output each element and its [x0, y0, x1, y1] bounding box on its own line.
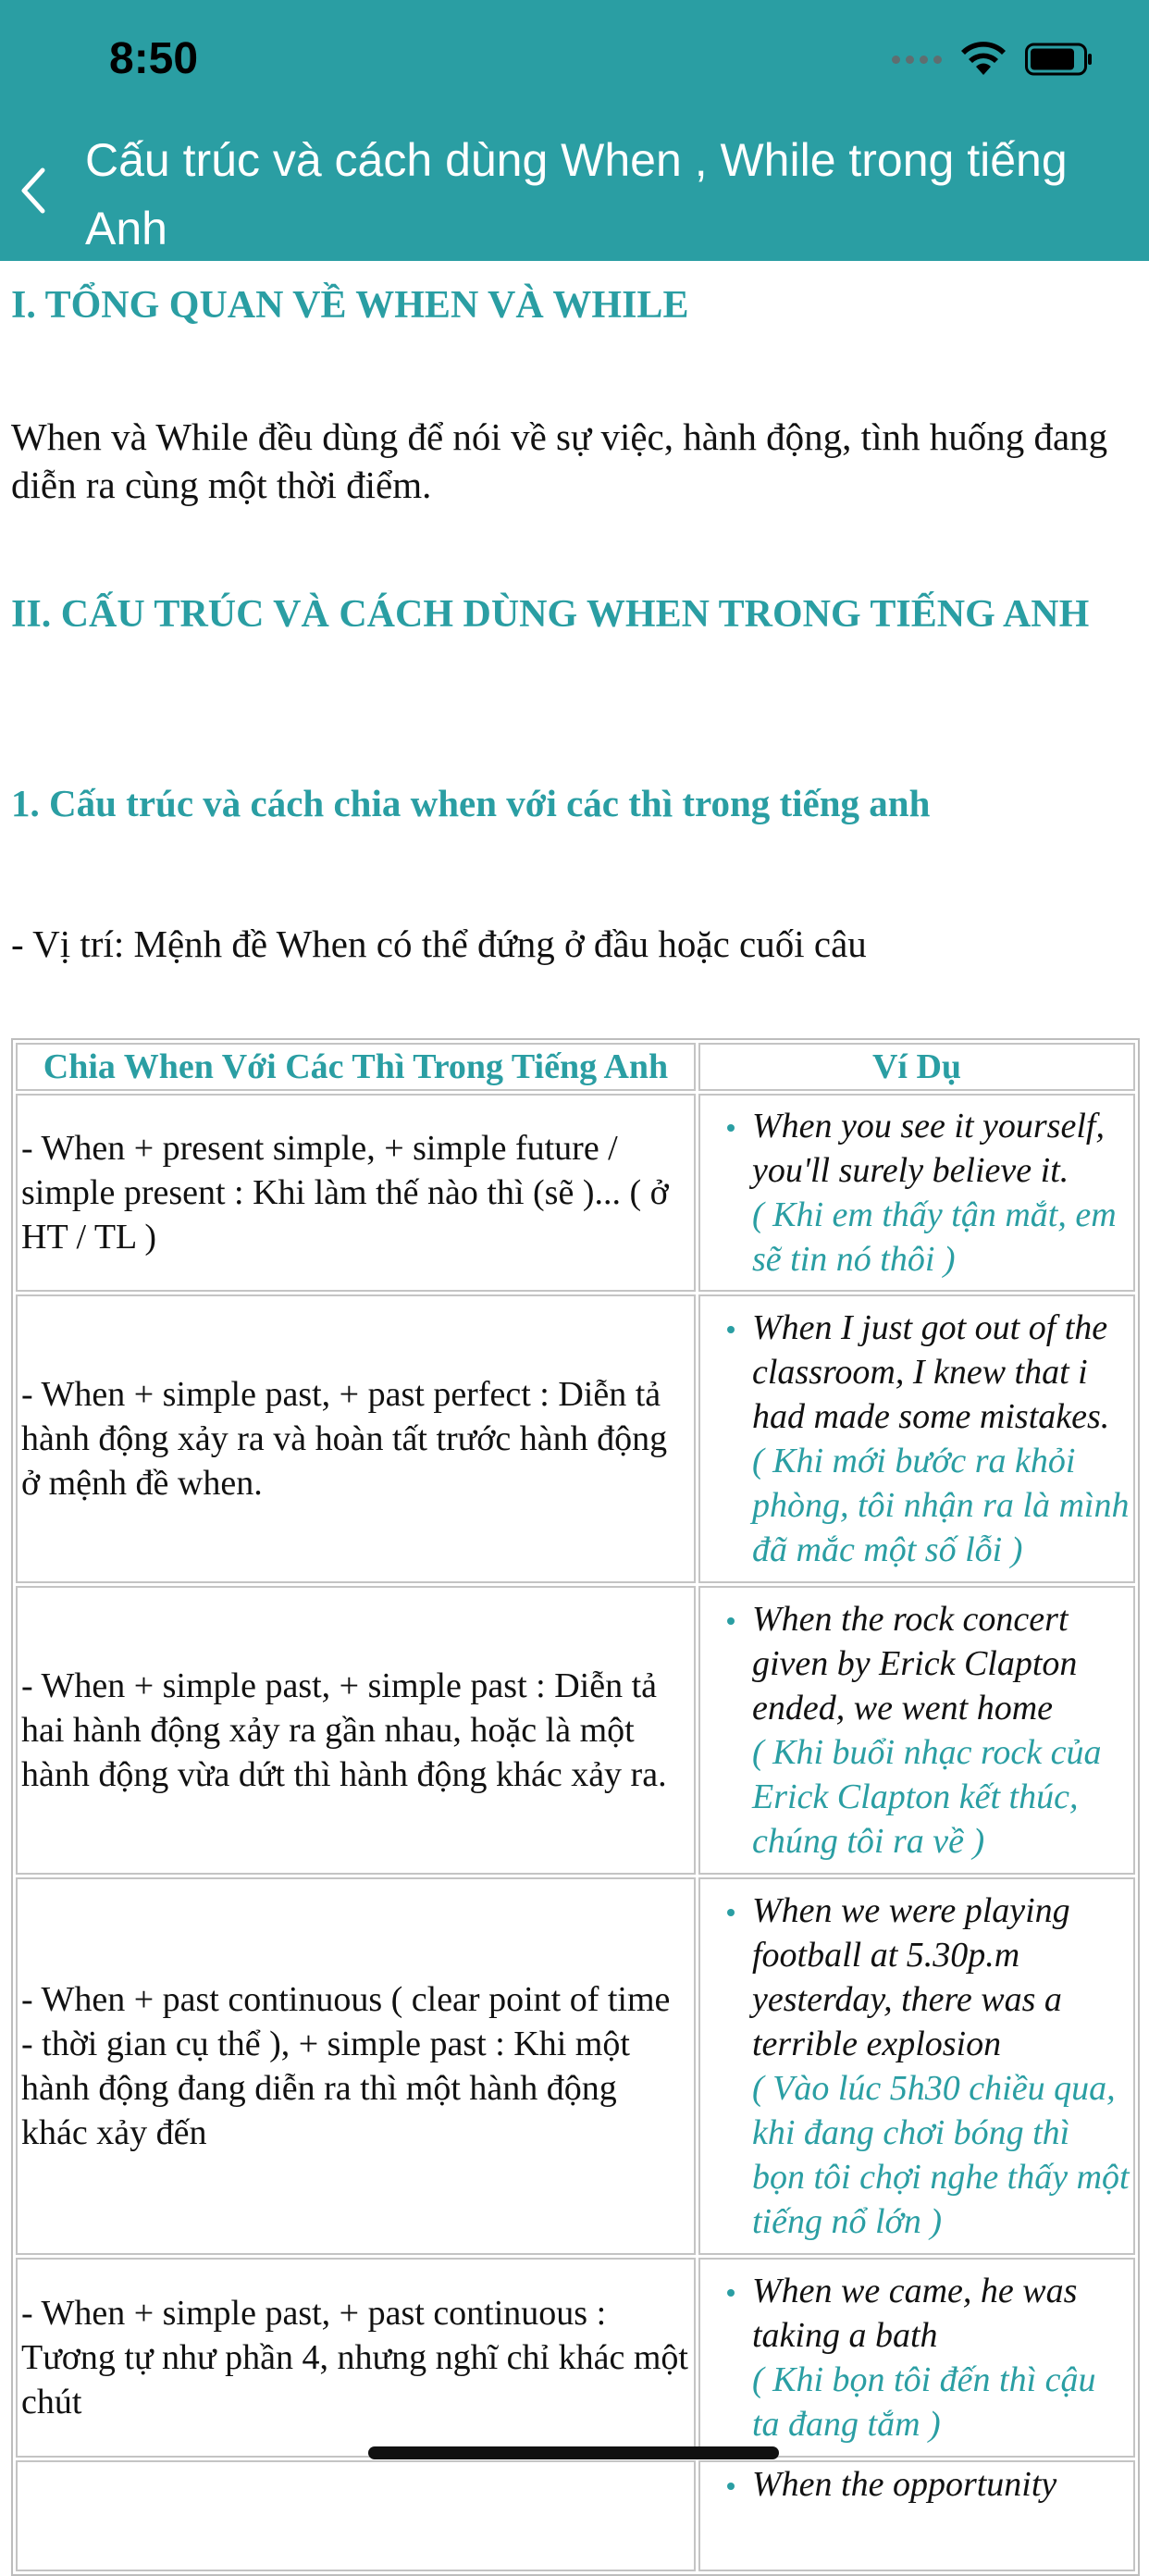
chevron-left-icon[interactable]	[17, 165, 50, 217]
example-cell	[698, 1877, 1135, 2255]
list-item	[752, 1104, 1130, 1282]
example-vietnamese: ( Khi mới bước ra khỏi phòng, tôi nhận ra là mình đã mắc một số lỗi )	[752, 1442, 1130, 1569]
example-cell	[698, 2460, 1135, 2571]
table-header-rule: Chia When Với Các Thì Trong Tiếng Anh	[16, 1043, 696, 1091]
example-vietnamese: ( Khi bọn tôi đến thì cậu ta đang tắm )	[752, 2360, 1096, 2444]
rule-cell: - When + past continuous ( clear point of time - thời gian cụ thể ), + simple past : Khi một hành động đang diễn ra thì một hành động khác xảy đến	[16, 1877, 696, 2255]
status-time: 8:50	[109, 34, 199, 83]
example-english: When the opportunity	[752, 2465, 1057, 2504]
list-item	[752, 2269, 1130, 2446]
example-cell	[698, 1094, 1135, 1292]
example-english: When we were playing football at 5.30p.m yesterday, there was a terrible explosion	[752, 1891, 1070, 2063]
example-english: When we came, he was taking a bath	[752, 2272, 1078, 2355]
table-row	[16, 1586, 1135, 1875]
list-item	[752, 1306, 1130, 1572]
list-item	[752, 2462, 1130, 2507]
list-item	[752, 1597, 1130, 1864]
example-vietnamese: ( Khi em thấy tận mắt, em sẽ tin nó thôi )	[752, 1195, 1117, 1279]
list-item	[752, 1889, 1130, 2244]
rule-cell: - When + simple past, + past continuous : Tương tự như phần 4, nhưng nghĩ chỉ khác một chút	[16, 2258, 696, 2458]
example-english: When the rock concert given by Erick Clapton ended, we went home	[752, 1600, 1078, 1728]
page-title: Cấu trúc và cách dùng When , While trong tiếng Anh	[85, 134, 1068, 254]
position-note: - Vị trí: Mệnh đề When có thể đứng ở đầu hoặc cuối câu	[11, 923, 867, 965]
subsection-1-heading: 1. Cấu trúc và cách chia when với các thì trong tiếng anh	[11, 782, 931, 824]
section-1-heading: I. TỔNG QUAN VỀ WHEN VÀ WHILE	[11, 284, 689, 327]
example-cell	[698, 1586, 1135, 1875]
table-header-example: Ví Dụ	[698, 1043, 1135, 1091]
table-header-row	[16, 1043, 1135, 1091]
example-vietnamese: ( Khi buổi nhạc rock của Erick Clapton kết thúc, chúng tôi ra về )	[752, 1733, 1102, 1861]
example-english: When I just got out of the classroom, I knew that i had made some mistakes.	[752, 1308, 1110, 1436]
table-row	[16, 2258, 1135, 2458]
table-row	[16, 1094, 1135, 1292]
status-icons	[892, 41, 1093, 78]
example-english: When you see it yourself, you'll surely believe it.	[752, 1107, 1105, 1190]
rule-cell: - When + simple past, + simple past : Diễn tả hai hành động xảy ra gần nhau, hoặc là một hành động vừa dứt thì hành động khác xảy ra.	[16, 1586, 696, 1875]
table-row	[16, 1294, 1135, 1583]
rule-cell: - When + simple past, + past perfect : Diễn tả hành động xảy ra và hoàn tất trước hành động ở mệnh đề when.	[16, 1294, 696, 1583]
example-vietnamese: ( Vào lúc 5h30 chiều qua, khi đang chơi bóng thì bọn tôi chợi nghe thấy một tiếng nổ lớn )	[752, 2069, 1130, 2241]
signal-icon	[892, 56, 942, 64]
rule-cell: - When + present simple, + simple future / simple present : Khi làm thế nào thì (sẽ )... ( ở HT / TL )	[16, 1094, 696, 1292]
table-row	[16, 1877, 1135, 2255]
example-cell	[698, 2258, 1135, 2458]
tense-table	[11, 1038, 1140, 2576]
rule-cell	[16, 2460, 696, 2571]
wifi-icon	[960, 42, 1007, 77]
example-cell	[698, 1294, 1135, 1583]
section-2-heading: II. CẤU TRÚC VÀ CÁCH DÙNG WHEN TRONG TIẾNG ANH	[11, 593, 1090, 636]
home-indicator[interactable]	[368, 2446, 779, 2459]
battery-icon	[1025, 43, 1093, 76]
section-1-paragraph: When và While đều dùng để nói về sự việc, hành động, tình huống đang diễn ra cùng một thời điểm.	[11, 415, 1108, 506]
nav-header	[0, 0, 1149, 261]
table-row	[16, 2460, 1135, 2571]
